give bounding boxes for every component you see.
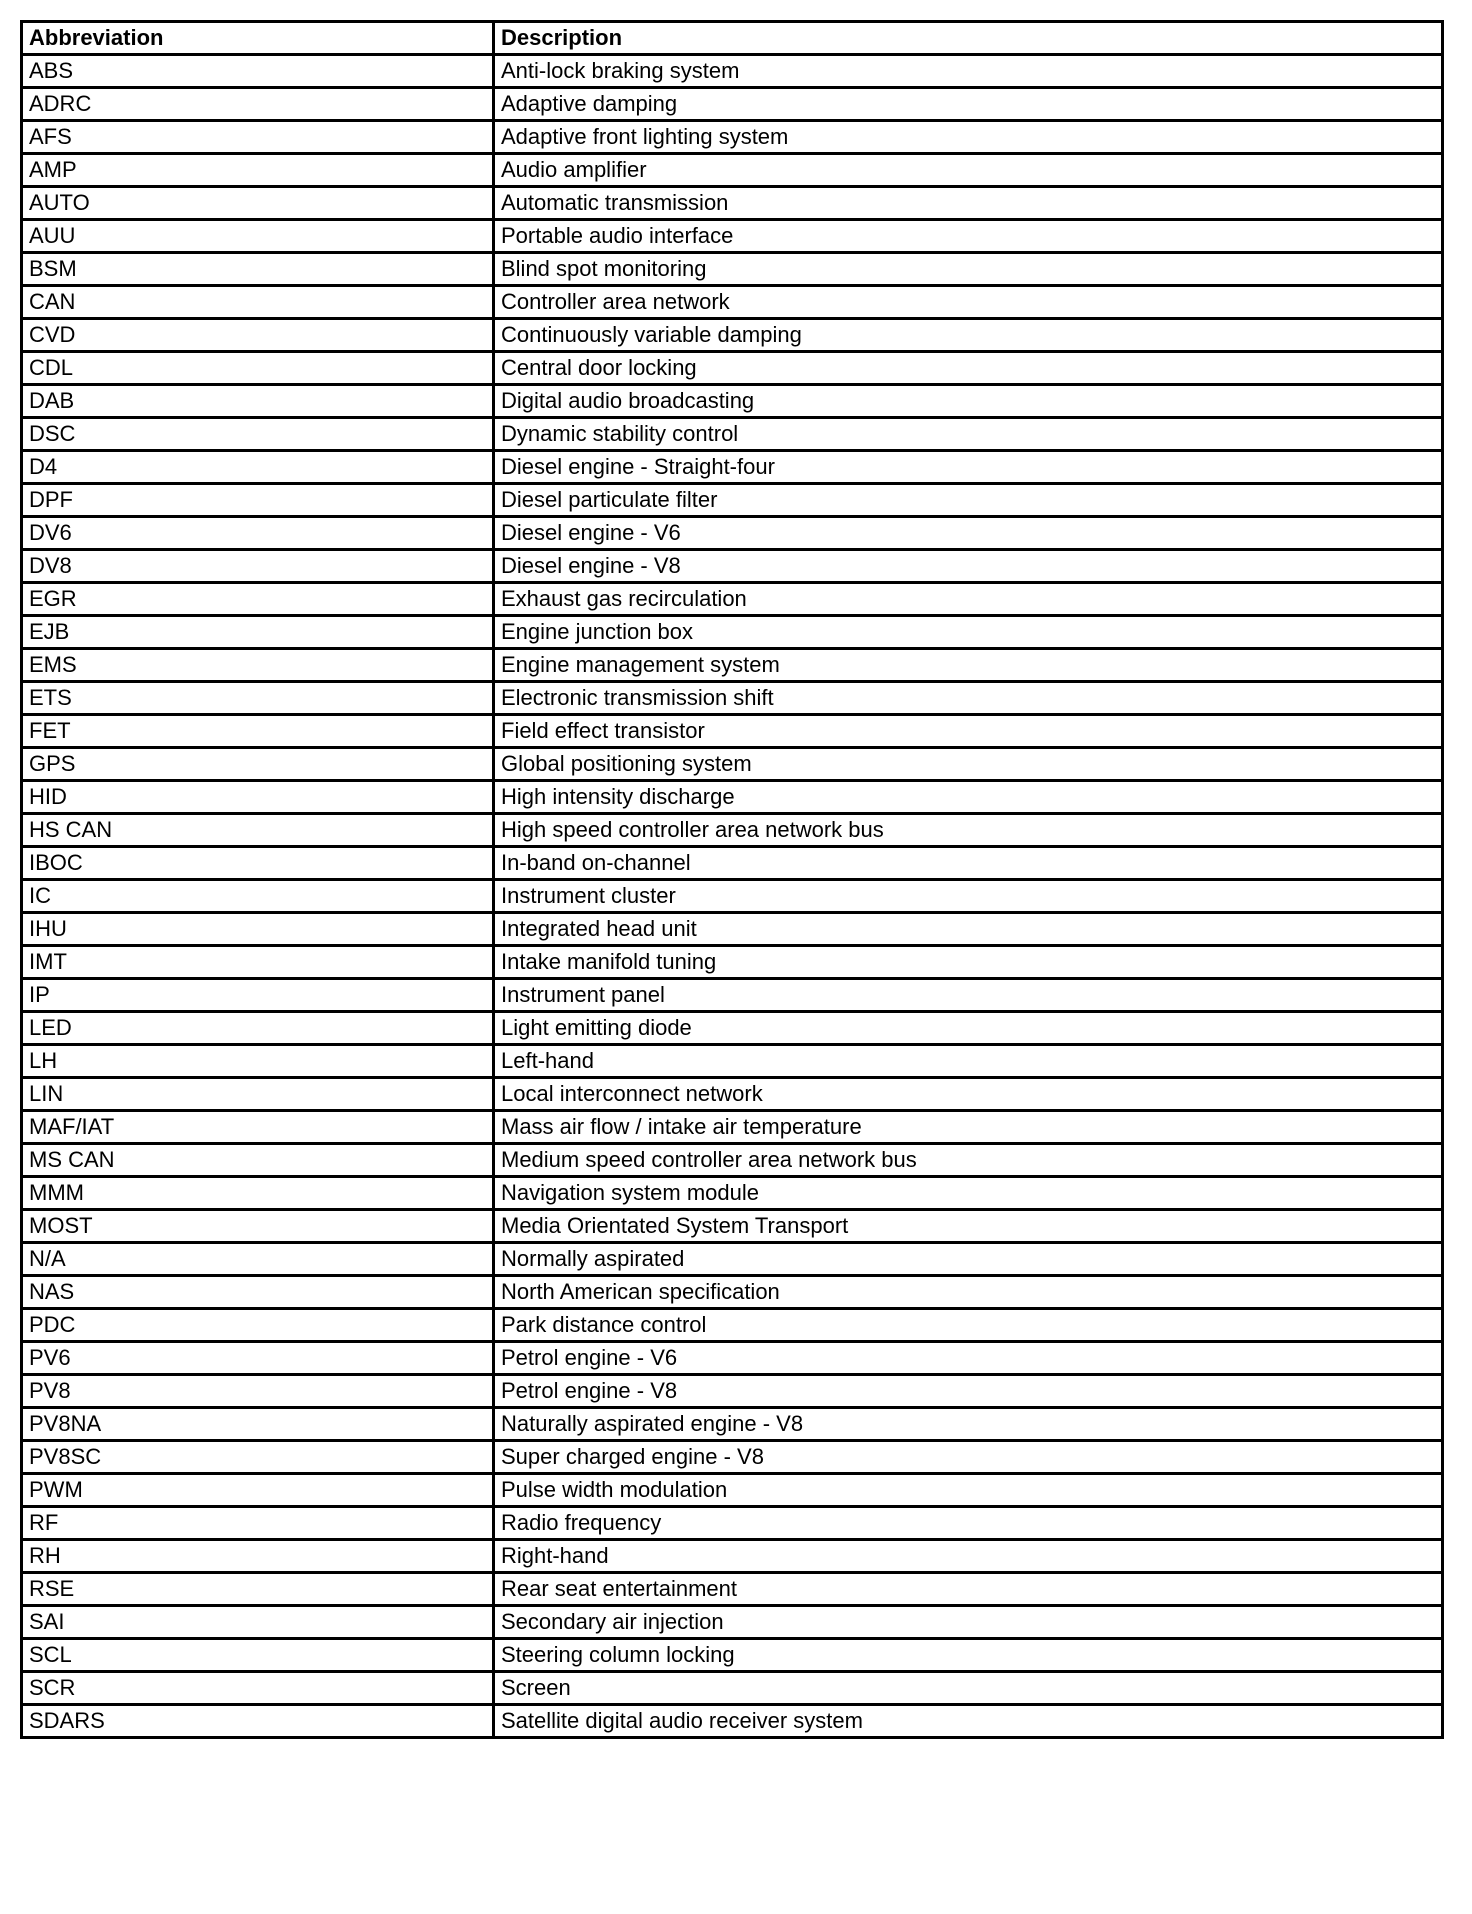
description-cell: Controller area network — [494, 286, 1443, 319]
table-row — [22, 1111, 1443, 1144]
description-cell: Audio amplifier — [494, 154, 1443, 187]
description-cell: Local interconnect network — [494, 1078, 1443, 1111]
table-row — [22, 649, 1443, 682]
table-row — [22, 1639, 1443, 1672]
abbreviation-cell: FET — [22, 715, 494, 748]
description-cell: Navigation system module — [494, 1177, 1443, 1210]
description-cell: Blind spot monitoring — [494, 253, 1443, 286]
table-row — [22, 1177, 1443, 1210]
table-row — [22, 1012, 1443, 1045]
description-cell: Portable audio interface — [494, 220, 1443, 253]
abbreviation-cell: PV6 — [22, 1342, 494, 1375]
description-cell: High speed controller area network bus — [494, 814, 1443, 847]
table-row — [22, 187, 1443, 220]
abbreviation-cell: IP — [22, 979, 494, 1012]
abbreviation-cell: MAF/IAT — [22, 1111, 494, 1144]
description-cell: Anti-lock braking system — [494, 55, 1443, 88]
table-row — [22, 1672, 1443, 1705]
description-cell: Diesel engine - V6 — [494, 517, 1443, 550]
description-cell: Satellite digital audio receiver system — [494, 1705, 1443, 1738]
table-row — [22, 748, 1443, 781]
table-row — [22, 1573, 1443, 1606]
description-cell: Continuously variable damping — [494, 319, 1443, 352]
table-row — [22, 781, 1443, 814]
abbreviation-cell: HS CAN — [22, 814, 494, 847]
table-row — [22, 1606, 1443, 1639]
abbreviation-cell: SCR — [22, 1672, 494, 1705]
abbreviation-cell: ETS — [22, 682, 494, 715]
table-row — [22, 1441, 1443, 1474]
abbreviation-cell: N/A — [22, 1243, 494, 1276]
abbreviation-cell: MOST — [22, 1210, 494, 1243]
description-cell: Medium speed controller area network bus — [494, 1144, 1443, 1177]
abbreviation-cell: IC — [22, 880, 494, 913]
description-cell: Instrument panel — [494, 979, 1443, 1012]
description-cell: Park distance control — [494, 1309, 1443, 1342]
abbreviation-cell: RSE — [22, 1573, 494, 1606]
table-row — [22, 1078, 1443, 1111]
description-cell: Pulse width modulation — [494, 1474, 1443, 1507]
table-row — [22, 1375, 1443, 1408]
description-cell: Engine management system — [494, 649, 1443, 682]
abbreviation-cell: CVD — [22, 319, 494, 352]
table-row — [22, 55, 1443, 88]
header-description: Description — [494, 22, 1443, 55]
abbreviation-cell: MMM — [22, 1177, 494, 1210]
abbreviation-cell: IMT — [22, 946, 494, 979]
header-abbreviation: Abbreviation — [22, 22, 494, 55]
abbreviation-cell: HID — [22, 781, 494, 814]
description-cell: Adaptive damping — [494, 88, 1443, 121]
table-body — [22, 55, 1443, 1738]
description-cell: Global positioning system — [494, 748, 1443, 781]
abbreviation-cell: DV6 — [22, 517, 494, 550]
table-row — [22, 1474, 1443, 1507]
abbreviation-cell: RH — [22, 1540, 494, 1573]
description-cell: Digital audio broadcasting — [494, 385, 1443, 418]
abbreviation-cell: RF — [22, 1507, 494, 1540]
abbreviation-cell: EMS — [22, 649, 494, 682]
description-cell: Screen — [494, 1672, 1443, 1705]
abbreviation-cell: AMP — [22, 154, 494, 187]
description-cell: Media Orientated System Transport — [494, 1210, 1443, 1243]
abbreviation-cell: PDC — [22, 1309, 494, 1342]
table-row — [22, 550, 1443, 583]
abbreviation-cell: NAS — [22, 1276, 494, 1309]
description-cell: Left-hand — [494, 1045, 1443, 1078]
abbreviation-cell: DSC — [22, 418, 494, 451]
abbreviation-cell: LED — [22, 1012, 494, 1045]
table-row — [22, 880, 1443, 913]
table-row — [22, 484, 1443, 517]
description-cell: Petrol engine - V8 — [494, 1375, 1443, 1408]
abbreviation-cell: EJB — [22, 616, 494, 649]
description-cell: North American specification — [494, 1276, 1443, 1309]
table-row — [22, 1540, 1443, 1573]
description-cell: Diesel engine - V8 — [494, 550, 1443, 583]
table-row — [22, 253, 1443, 286]
description-cell: Naturally aspirated engine - V8 — [494, 1408, 1443, 1441]
table-row — [22, 1507, 1443, 1540]
table-row — [22, 1045, 1443, 1078]
table-row — [22, 220, 1443, 253]
description-cell: Diesel particulate filter — [494, 484, 1443, 517]
table-row — [22, 352, 1443, 385]
abbreviation-cell: DV8 — [22, 550, 494, 583]
table-row — [22, 1243, 1443, 1276]
table-row — [22, 1309, 1443, 1342]
description-cell: Exhaust gas recirculation — [494, 583, 1443, 616]
table-row — [22, 1705, 1443, 1738]
description-cell: Super charged engine - V8 — [494, 1441, 1443, 1474]
table-row — [22, 715, 1443, 748]
abbreviation-cell: IHU — [22, 913, 494, 946]
description-cell: Central door locking — [494, 352, 1443, 385]
abbreviation-cell: GPS — [22, 748, 494, 781]
table-row — [22, 517, 1443, 550]
table-row — [22, 1342, 1443, 1375]
abbreviation-cell: MS CAN — [22, 1144, 494, 1177]
table-row — [22, 121, 1443, 154]
table-row — [22, 682, 1443, 715]
abbreviation-cell: PV8SC — [22, 1441, 494, 1474]
table-row — [22, 385, 1443, 418]
abbreviation-cell: AUTO — [22, 187, 494, 220]
table-row — [22, 154, 1443, 187]
table-row — [22, 847, 1443, 880]
description-cell: Steering column locking — [494, 1639, 1443, 1672]
abbreviation-cell: CDL — [22, 352, 494, 385]
abbreviation-cell: LIN — [22, 1078, 494, 1111]
description-cell: Secondary air injection — [494, 1606, 1443, 1639]
table-row — [22, 583, 1443, 616]
abbreviation-cell: SAI — [22, 1606, 494, 1639]
description-cell: Integrated head unit — [494, 913, 1443, 946]
table-header — [22, 22, 1443, 55]
abbreviation-cell: ABS — [22, 55, 494, 88]
abbreviation-cell: DAB — [22, 385, 494, 418]
table-row — [22, 913, 1443, 946]
description-cell: In-band on-channel — [494, 847, 1443, 880]
table-row — [22, 979, 1443, 1012]
abbreviation-cell: AUU — [22, 220, 494, 253]
abbreviation-cell: SCL — [22, 1639, 494, 1672]
description-cell: Adaptive front lighting system — [494, 121, 1443, 154]
description-cell: Intake manifold tuning — [494, 946, 1443, 979]
table-row — [22, 1408, 1443, 1441]
description-cell: Diesel engine - Straight-four — [494, 451, 1443, 484]
table-row — [22, 319, 1443, 352]
description-cell: Electronic transmission shift — [494, 682, 1443, 715]
table-row — [22, 814, 1443, 847]
description-cell: Right-hand — [494, 1540, 1443, 1573]
header-row — [22, 22, 1443, 55]
description-cell: Petrol engine - V6 — [494, 1342, 1443, 1375]
table-row — [22, 451, 1443, 484]
table-row — [22, 418, 1443, 451]
description-cell: Field effect transistor — [494, 715, 1443, 748]
abbreviation-cell: DPF — [22, 484, 494, 517]
table-row — [22, 616, 1443, 649]
table-row — [22, 1210, 1443, 1243]
abbreviation-cell: EGR — [22, 583, 494, 616]
table-row — [22, 286, 1443, 319]
abbreviation-cell: CAN — [22, 286, 494, 319]
description-cell: Normally aspirated — [494, 1243, 1443, 1276]
table-row — [22, 1144, 1443, 1177]
description-cell: Light emitting diode — [494, 1012, 1443, 1045]
table-row — [22, 1276, 1443, 1309]
description-cell: Engine junction box — [494, 616, 1443, 649]
abbreviation-cell: IBOC — [22, 847, 494, 880]
description-cell: Radio frequency — [494, 1507, 1443, 1540]
abbreviation-cell: D4 — [22, 451, 494, 484]
abbreviation-cell: ADRC — [22, 88, 494, 121]
abbreviation-cell: BSM — [22, 253, 494, 286]
abbreviation-cell: AFS — [22, 121, 494, 154]
abbreviation-cell: PWM — [22, 1474, 494, 1507]
abbreviation-cell: LH — [22, 1045, 494, 1078]
description-cell: Mass air flow / intake air temperature — [494, 1111, 1443, 1144]
abbreviation-cell: PV8 — [22, 1375, 494, 1408]
abbreviation-table — [20, 20, 1444, 1739]
description-cell: Rear seat entertainment — [494, 1573, 1443, 1606]
abbreviation-cell: SDARS — [22, 1705, 494, 1738]
description-cell: High intensity discharge — [494, 781, 1443, 814]
table-row — [22, 946, 1443, 979]
description-cell: Automatic transmission — [494, 187, 1443, 220]
description-cell: Dynamic stability control — [494, 418, 1443, 451]
description-cell: Instrument cluster — [494, 880, 1443, 913]
abbreviation-cell: PV8NA — [22, 1408, 494, 1441]
table-row — [22, 88, 1443, 121]
